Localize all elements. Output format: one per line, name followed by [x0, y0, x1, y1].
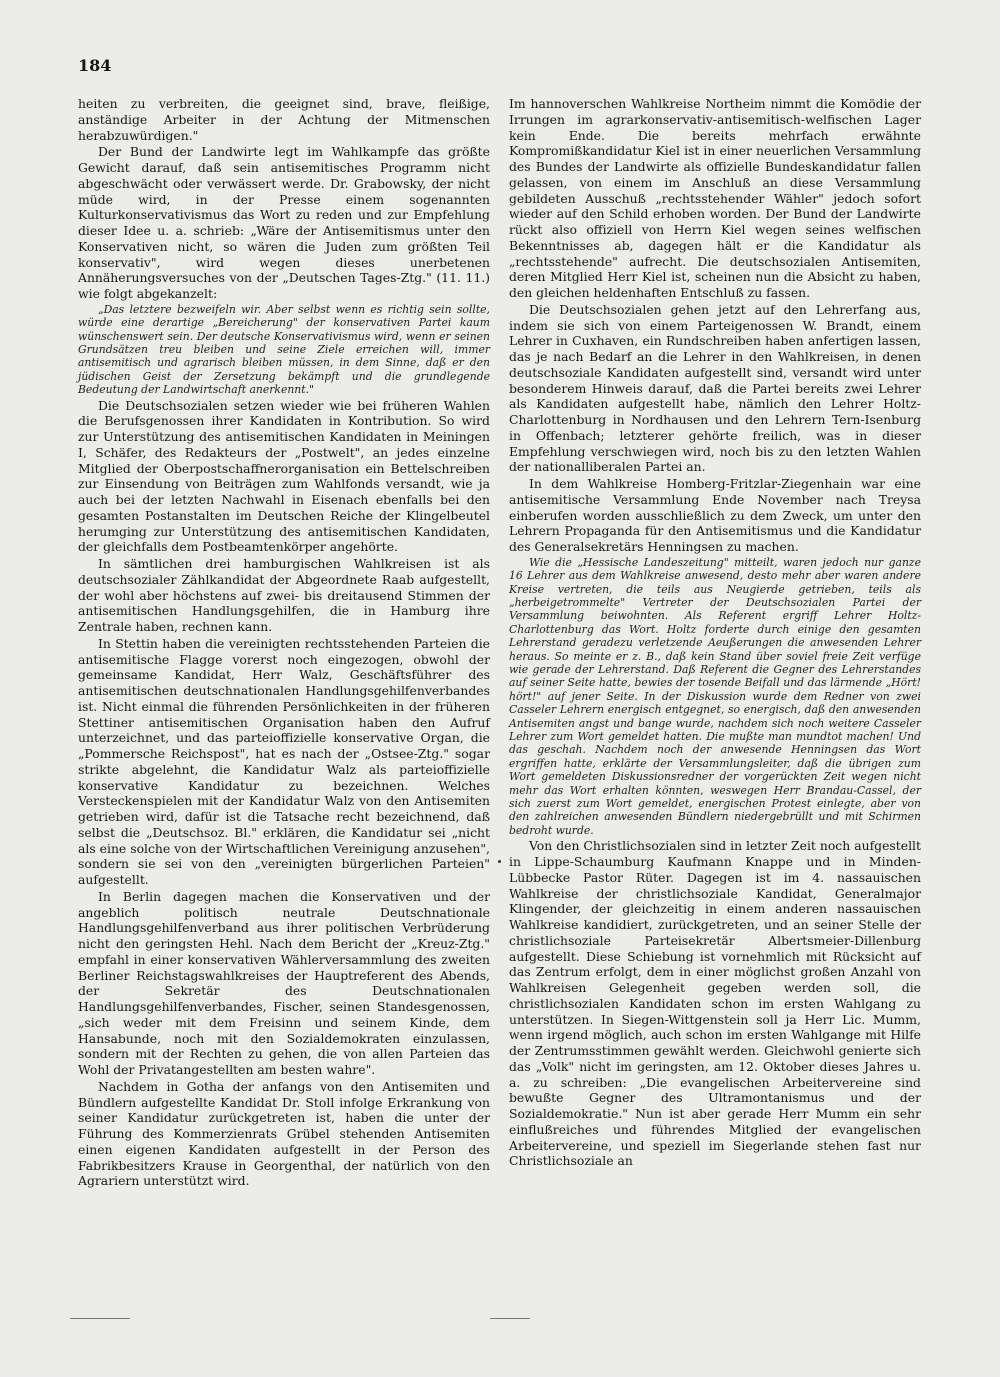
paragraph: In Berlin dagegen machen die Konservativen und der angeblich politisch neutrale Deutschnationale Handlungsgehilfenverband aus ihrer politischen Verbrüderung nicht den geringsten Hehl. Nach dem Bericht der „Kreuz-Ztg." empfahl in einer konservativen Wählerversammlung des zweiten Berliner Reichstagswahlkreises der Hauptreferent des Abends, der Sekretär des Deutschnationalen Handlungsgehilfenverbandes, Fischer, seinen Standesgenossen, „sich weder mit dem Freisinn und seinem Kinde, dem Hansabunde, noch mit den Sozialdemokraten einzulassen, sondern mit der Rechten zu gehen, die von allen Parteien das Wohl der Privatangestellten am besten wahre".: [78, 888, 490, 1078]
paragraph: Die Deutschsozialen setzen wieder wie bei früheren Wahlen die Berufsgenossen ihrer Kandidaten in Kontribution. So wird zur Unterstützung des antisemitischen Kandidaten in Meiningen I, Schäfer, des Redakteurs der „Postwelt", an jedes einzelne Mitglied der Oberpostschaffnerorganisation ein Bettelschreiben zur Einsendung von Beiträgen zum Wahlfonds versandt, wie ja auch bei der letzten Nachwahl in Eisenach ebenfalls bei den gesamten Postanstalten im Deutschen Reiche der Klingelbeutel herumging zur Unterstützung des antisemitischen Kandidaten, der gleichfalls dem Postbeamtenkörper angehörte.: [78, 397, 490, 555]
right-column: [509, 96, 921, 1170]
paragraph: In dem Wahlkreise Homberg-Fritzlar-Ziegenhain war eine antisemitische Versammlung Ende November nach Treysa einberufen worden ausschließlich zu dem Zweck, um unter den Lehrern Propaganda für den Antisemitismus und die Kandidatur des Generalsekretärs Henningsen zu machen.: [509, 476, 921, 554]
paragraph: Der Bund der Landwirte legt im Wahlkampfe das größte Gewicht darauf, daß sein antisemitisches Programm nicht abgeschwächt oder verwässert werde. Dr. Grabowsky, der nicht müde wird, in der Presse einem sogenannten Kulturkonservativismus das Wort zu reden und zur Empfehlung dieser Idee u. a. schrieb: „Wäre der Antisemitismus unter den Konservativen nicht, so wären die Juden zum größten Teil konservativ", wird wegen dieses unerbetenen Annäherungsversuches von der „Deutschen Tages-Ztg." (11. 11.) wie folgt abgekanzelt:: [78, 144, 490, 301]
quote-paragraph: Wie die „Hessische Landeszeitung" mitteilt, waren jedoch nur ganze 16 Lehrer aus dem Wahlkreise anwesend, desto mehr aber waren andere Kreise vertreten, die teils aus Neugierde getrieben, teils als „herbeigetrommelte" Vertreter der Deutschsozialen Partei der Versammlung beiwohnten. Als Referent ergriff Lehrer Holtz-Charlottenburg das Wort. Holtz forderte durch einige den gesamten Lehrerstand geradezu verletzende Aeußerungen die anwesenden Lehrer heraus. So meinte er z. B., daß kein Stand über soviel freie Zeit verfüge wie gerade der Lehrerstand. Daß Referent die Gegner des Lehrerstandes auf seiner Seite hatte, bewies der tosende Beifall und das lärmende „Hört! hört!" auf jener Seite. In der Diskussion wurde dem Redner von zwei Casseler Lehrern energisch entgegnet, so energisch, daß den anwesenden Antisemiten angst und bange wurde, nachdem sich noch weitere Casseler Lehrer zum Wort gemeldet hatten. Die mußte man mundtot machen! Und das geschah. Nachdem noch der anwesende Henningsen das Wort ergriffen hatte, erklärte der Versammlungsleiter, daß die übrigen zum Wort gemeldeten Diskussionsredner der vorgerückten Zeit wegen nicht mehr das Wort erhalten könnten, weswegen Herr Brandau-Cassel, der sich zuerst zum Wort gemeldet, energischen Protest einlegte, aber von den zahlreichen anwesenden Bündlern niedergebrüllt und mit Schirmen bedroht wurde.: [509, 555, 921, 837]
paragraph: In sämtlichen drei hamburgischen Wahlkreisen ist als deutschsozialer Zählkandidat der Abgeordnete Raab aufgestellt, der wohl aber höchstens auf zwei- bis dreitausend Stimmen der antisemitischen Handlungsgehilfen, die in Hamburg ihre Zentrale haben, rechnen kann.: [78, 556, 490, 635]
footer-rule-right: [490, 1318, 530, 1319]
paragraph: Die Deutschsozialen gehen jetzt auf den Lehrerfang aus, indem sie sich von einem Parteigenossen W. Brandt, einem Lehrer in Cuxhaven, ein Rundschreiben haben anfertigen lassen, das je nach Bedarf an die Lehrer in den Wahlkreisen, in denen deutschsoziale Kandidaten aufgestellt sind, versandt wird unter besonderem Hinweis darauf, daß die Partei bereits zwei Lehrer als Kandidaten aufgestellt habe, nämlich den Lehrer Holtz-Charlottenburg in Nordhausen und den Lehrern Tern-Isenburg in Offenbach; letzterer gehörte freilich, was in dieser Empfehlung verschwiegen wird, noch bis zu den letzten Wahlen der nationalliberalen Partei an.: [509, 301, 921, 475]
paragraph: Von den Christlichsozialen sind in letzter Zeit noch aufgestellt in Lippe-Schaumburg Kaufmann Knappe und in Minden-Lübbecke Pastor Rüter. Dagegen ist im 4. nassauischen Wahlkreise der christlichsoziale Kandidat, Generalmajor Klingender, der gleichzeitig in einem anderen nassauischen Wahlkreise kandidiert, zurückgetreten, und an seiner Stelle der christlichsoziale Parteisekretär Albertsmeier-Dillenburg aufgestellt. Diese Schiebung ist vornehmlich mit Rücksicht auf das Zentrum erfolgt, dem in einer möglichst großen Anzahl von Wahlkreisen Gelegenheit gegeben werden soll, die christlichsozialen Kandidaten schon im ersten Wahlgang zu unterstützen. In Siegen-Wittgenstein soll ja Herr Lic. Mumm, wenn irgend möglich, auch schon im ersten Wahlgange mit Hilfe der Zentrumsstimmen gewählt werden. Gleichwohl genierte sich das „Volk" nicht im geringsten, am 12. Oktober dieses Jahres u. a. zu schreiben: „Die evangelischen Arbeitervereine sind bewußte Gegner des Ultramontanismus und der Sozialdemokratie." Nun ist aber gerade Herr Mumm ein sehr einflußreiches und führendes Mitglied der evangelischen Arbeitervereine, und speziell im Siegerlande stehen fast nur Christlichsoziale an: [509, 838, 921, 1169]
paragraph: heiten zu verbreiten, die geeignet sind, brave, fleißige, anständige Arbeiter in der Achtung der Mitmenschen herabzuwürdigen.": [78, 96, 490, 143]
column-mark: [498, 860, 501, 863]
quote-paragraph: „Das letztere bezweifeln wir. Aber selbst wenn es richtig sein sollte, würde eine derartige „Bereicherung" der konservativen Partei kaum wünschenswert sein. Der deutsche Konservativismus wird, wenn er seinen Grundsätzen treu bleiben und seine Ziele erreichen will, immer antisemitisch und agrarisch bleiben müssen, in dem Sinne, daß er den jüdischen Geist der Zersetzung bekämpft und die grundlegende Bedeutung der Landwirtschaft anerkennt.": [78, 302, 490, 397]
footer-rule-left: [70, 1318, 130, 1319]
paragraph: In Stettin haben die vereinigten rechtsstehenden Parteien die antisemitische Flagge vorerst noch eingezogen, obwohl der gemeinsame Kandidat, Herr Walz, Geschäftsführer des antisemitischen deutschnationalen Handlungsgehilfenverbandes ist. Nicht einmal die führenden Persönlichkeiten in der früheren Stettiner antisemitischen Organisation haben den Aufruf unterzeichnet, und das parteioffizielle konservative Organ, die „Pommersche Reichspost", hat es nach der „Ostsee-Ztg." sogar strikte abgelehnt, die Kandidatur Walz als parteioffizielle konservative Kandidatur zu bezeichnen. Welches Versteckenspielen mit der Kandidatur Walz von den Antisemiten getrieben wird, dafür ist die Tatsache recht bezeichnend, daß selbst die „Deutschsoz. Bl." erklären, die Kandidatur sei „nicht als eine solche von der Wirtschaftlichen Vereinigung anzusehen", sondern sie sei von den „vereinigten bürgerlichen Parteien" aufgestellt.: [78, 635, 490, 888]
paragraph: Nachdem in Gotha der anfangs von den Antisemiten und Bündlern aufgestellte Kandidat Dr. Stoll infolge Erkrankung von seiner Kandidatur zurückgetreten ist, haben die unter der Führung des Kommerzienrats Grübel stehenden Antisemiten einen eigenen Kandidaten aufgestellt in der Person des Fabrikbesitzers Krause in Georgenthal, der natürlich von den Agrariern unterstützt wird.: [78, 1078, 490, 1189]
paragraph: Im hannoverschen Wahlkreise Northeim nimmt die Komödie der Irrungen im agrarkonservativ-antisemitisch-welfischen Lager kein Ende. Die bereits mehrfach erwähnte Kompromißkandidatur Kiel ist in einer neuerlichen Versammlung des Bundes der Landwirte als offizielle Bundeskandidatur fallen gelassen, von einem im Anschluß an diese Versammlung gebildeten Ausschuß „rechtsstehender Wähler" jedoch sofort wieder auf den Schild erhoben worden. Der Bund der Landwirte rückt also offiziell von Herrn Kiel wegen seines welfischen Bekenntnisses ab, dagegen hält er die Kandidatur als „rechtsstehende" aufrecht. Die deutschsozialen Antisemiten, deren Mitglied Herr Kiel ist, scheinen nun die Absicht zu haben, den gleichen heldenhaften Entschluß zu fassen.: [509, 96, 921, 300]
left-column: [78, 96, 490, 1190]
page-number: 184: [78, 56, 112, 75]
